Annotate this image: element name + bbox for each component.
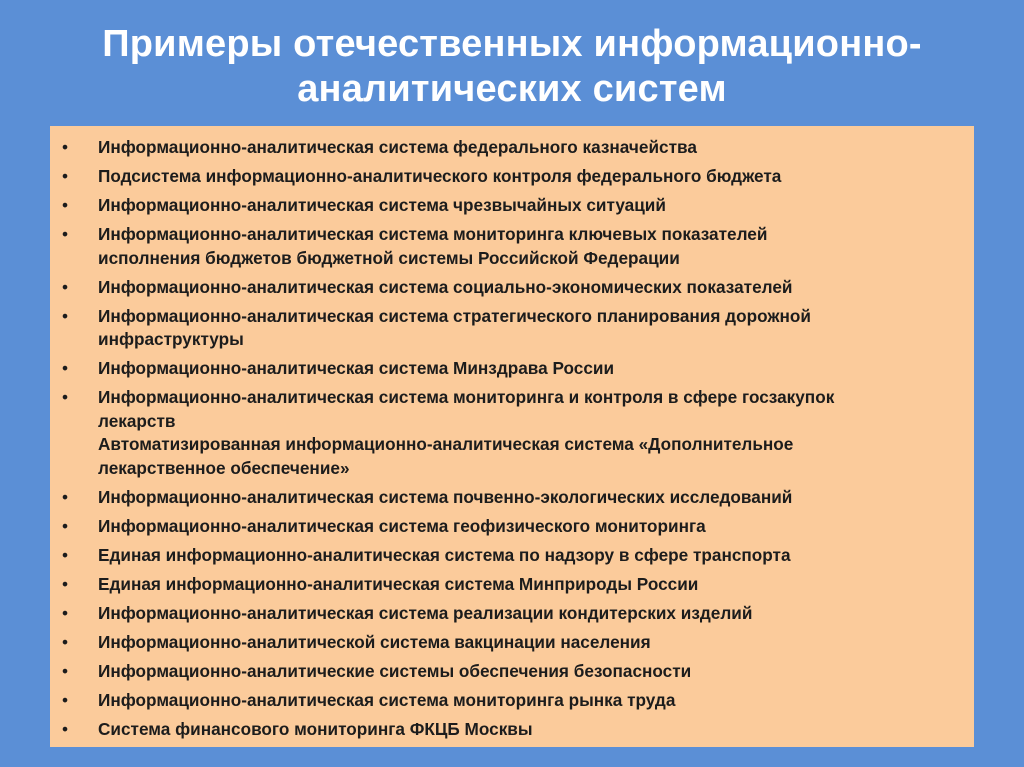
- bullet-icon: •: [62, 689, 69, 710]
- list-item-text: Информационно-аналитическая система мониторинга и контроля в сфере госзакупок: [98, 387, 835, 407]
- list-item-text: Единая информационно-аналитическая система Минприроды России: [98, 573, 699, 594]
- list-item: [62, 689, 960, 713]
- list-item: [62, 136, 960, 160]
- list-item: [62, 386, 960, 480]
- bullet-icon: •: [62, 486, 69, 507]
- list-item-text: Подсистема информационно-аналитического контроля федерального бюджета: [98, 166, 782, 186]
- list-item-text: Автоматизированная информационно-аналитическая система «Дополнительное: [98, 434, 794, 454]
- list-item-text: инфраструктуры: [98, 329, 244, 349]
- list-item-text: Информационно-аналитическая система почвенно-экологических исследований: [98, 486, 793, 507]
- bullet-icon: •: [62, 631, 69, 652]
- slide-title: [0, 22, 1024, 112]
- system-list: [62, 136, 960, 741]
- list-item-text: Информационно-аналитическая система реализации кондитерских изделий: [98, 602, 753, 623]
- list-item-text: Информационно-аналитическая система стратегического планирования дорожной: [98, 305, 811, 326]
- list-item: [62, 486, 960, 510]
- bullet-icon: •: [62, 573, 69, 594]
- list-item: [62, 515, 960, 539]
- list-item: [62, 718, 960, 742]
- bullet-icon: •: [62, 515, 69, 536]
- list-item-text: лекарственное обеспечение»: [98, 457, 350, 478]
- bullet-icon: •: [62, 195, 69, 215]
- list-item: [62, 602, 960, 626]
- bullet-icon: •: [62, 224, 69, 244]
- list-item: [62, 660, 960, 684]
- list-item: [62, 276, 960, 300]
- list-item-text: Информационно-аналитическая система чрезвычайных ситуаций: [98, 195, 666, 215]
- bullet-icon: •: [62, 718, 69, 739]
- list-item-text: лекарств: [98, 410, 176, 431]
- list-item-text: Информационно-аналитическая система геофизического мониторинга: [98, 515, 706, 536]
- bullet-icon: •: [62, 276, 69, 297]
- slide-title-line-2: аналитических систем: [297, 68, 727, 110]
- list-item: [62, 573, 960, 597]
- bullet-icon: •: [62, 602, 69, 623]
- list-item-text: Информационно-аналитической система вакцинации населения: [98, 631, 651, 652]
- list-item: [62, 165, 960, 189]
- list-item: [62, 357, 960, 381]
- list-item: [62, 305, 960, 352]
- bullet-icon: •: [62, 544, 69, 565]
- bullet-icon: •: [62, 137, 69, 157]
- bullet-icon: •: [62, 358, 69, 378]
- list-item-text: Информационно-аналитическая система мониторинга рынка труда: [98, 689, 676, 710]
- list-item: [62, 223, 960, 270]
- list-item-text: Информационно-аналитическая система мониторинга ключевых показателей: [98, 224, 768, 244]
- list-item-text: Информационно-аналитическая система Минздрава России: [98, 358, 615, 378]
- slide-title-line-1: Примеры отечественных информационно-: [102, 23, 922, 65]
- list-item-text: Единая информационно-аналитическая система по надзору в сфере транспорта: [98, 544, 791, 565]
- list-item-text: Информационно-аналитическая система социально-экономических показателей: [98, 276, 793, 297]
- bullet-icon: •: [62, 166, 69, 186]
- list-item-text: Система финансового мониторинга ФКЦБ Москвы: [98, 718, 533, 739]
- content-panel: [50, 126, 974, 747]
- list-item-text: Информационно-аналитическая система федерального казначейства: [98, 137, 697, 157]
- list-item: [62, 194, 960, 218]
- bullet-icon: •: [62, 387, 69, 407]
- list-item: [62, 544, 960, 568]
- bullet-icon: •: [62, 305, 69, 326]
- list-item: [62, 631, 960, 655]
- list-item-text: исполнения бюджетов бюджетной системы Российской Федерации: [98, 247, 680, 268]
- list-item-text: Информационно-аналитические системы обеспечения безопасности: [98, 660, 692, 681]
- bullet-icon: •: [62, 660, 69, 681]
